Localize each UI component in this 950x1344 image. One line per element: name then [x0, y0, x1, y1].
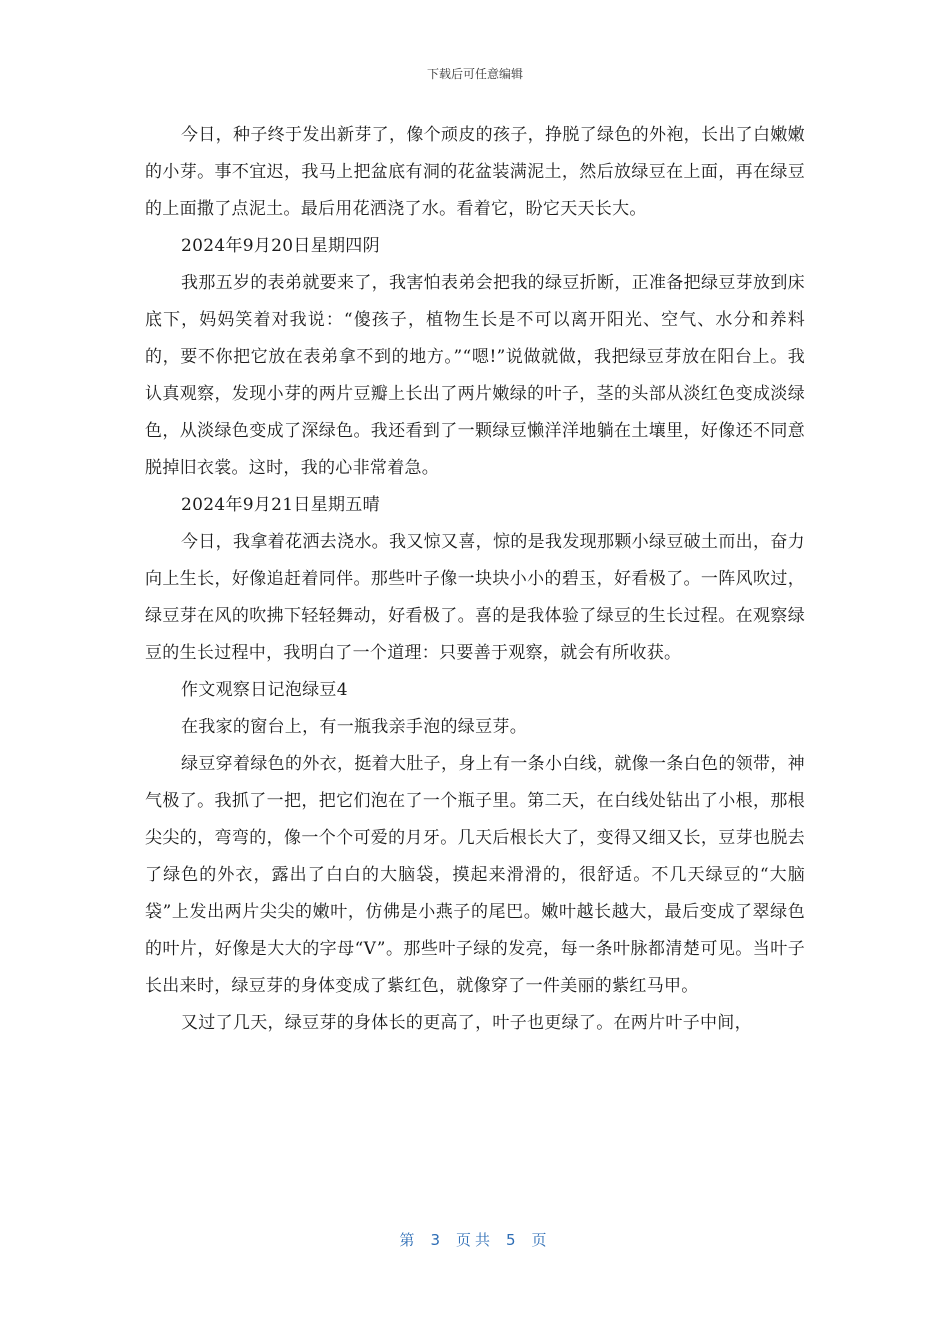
- page-suffix-word: 页: [531, 1231, 551, 1249]
- paragraph: 在我家的窗台上，有一瓶我亲手泡的绿豆芽。: [181, 717, 527, 737]
- paragraph: 今日，我拿着花洒去浇水。我又惊又喜，惊的是我发现那颗小绿豆破土而出，奋力向上生长，好像追赶着同伴。那些叶子像一块块小小的碧玉，好看极了。一阵风吹过，绿豆芽在风的吹拂下轻轻舞动，好看极了。喜的是我体验了绿豆的生长过程。在观察绿豆的生长过程中，我明白了一个道理：只要善于观察，就会有所收获。: [145, 532, 805, 663]
- total-pages-number: 5: [506, 1231, 520, 1249]
- diary-date-heading: 2024年9月20日星期四阴: [181, 236, 380, 256]
- page-word: 第: [399, 1231, 419, 1249]
- current-page-number: 3: [430, 1231, 444, 1249]
- page-footer: [0, 1230, 950, 1250]
- section-title: 作文观察日记泡绿豆4: [181, 680, 348, 700]
- paragraph: 我那五岁的表弟就要来了，我害怕表弟会把我的绿豆折断，正准备把绿豆芽放到床底下，妈妈笑着对我说：“傻孩子，植物生长是不可以离开阳光、空气、水分和养料的，要不你把它放在表弟拿不到的地方。”“嗯!”说做就做，我把绿豆芽放在阳台上。我认真观察，发现小芽的两片豆瓣上长出了两片嫩绿的叶子，茎的头部从淡红色变成淡绿色，从淡绿色变成了深绿色。我还看到了一颗绿豆懒洋洋地躺在土壤里，好像还不同意脱掉旧衣裳。这时，我的心非常着急。: [145, 273, 805, 478]
- document-body: [145, 117, 805, 1042]
- paragraph: 绿豆穿着绿色的外衣，挺着大肚子，身上有一条小白线，就像一条白色的领带，神气极了。我抓了一把，把它们泡在了一个瓶子里。第二天，在白线处钻出了小根，那根尖尖的，弯弯的，像一个个可爱的月牙。几天后根长大了，变得又细又长，豆芽也脱去了绿色的外衣，露出了白白的大脑袋，摸起来滑滑的，很舒适。不几天绿豆的“大脑袋”上发出两片尖尖的嫩叶，仿佛是小燕子的尾巴。嫩叶越长越大，最后变成了翠绿色的叶片，好像是大大的字母“V”。那些叶子绿的发亮，每一条叶脉都清楚可见。当叶子长出来时，绿豆芽的身体变成了紫红色，就像穿了一件美丽的紫红马甲。: [145, 754, 805, 996]
- page-header: 下载后可任意编辑: [426, 67, 523, 81]
- paragraph: 今日，种子终于发出新芽了，像个顽皮的孩子，挣脱了绿色的外袍，长出了白嫩嫩的小芽。事不宜迟，我马上把盆底有洞的花盆装满泥土，然后放绿豆在上面，再在绿豆的上面撒了点泥土。最后用花洒浇了水。看着它，盼它天天长大。: [145, 125, 805, 219]
- page-of-word: 页共: [455, 1231, 494, 1249]
- paragraph: 又过了几天，绿豆芽的身体长的更高了，叶子也更绿了。在两片叶子中间，: [181, 1013, 752, 1033]
- diary-date-heading: 2024年9月21日星期五晴: [181, 495, 380, 515]
